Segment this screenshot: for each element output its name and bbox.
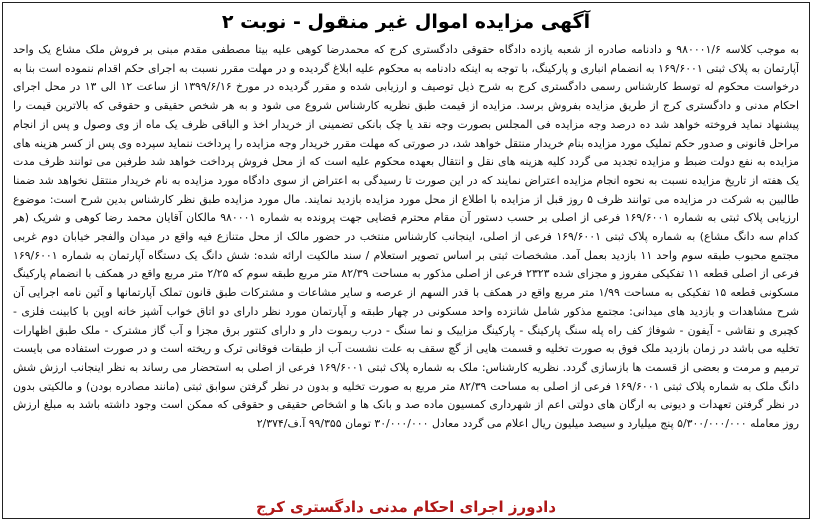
notice-title: آگهی مزایده اموال غیر منقول - نوبت ۲ [221, 11, 591, 33]
notice-body: به موجب کلاسه ۹۸۰۰۰۱/۶ و دادنامه صادره از شعبه یازده دادگاه حقوقی دادگستری کرج که محمدرضا کوهی علیه بیتا مصطفی مقدم مبنی بر فروش ملک مشاع یک واحد آپارتمان به پلاک ثبتی ۱۶۹/۶۰۰۱ به انضمام انباری و پارکینگ، با توجه به اینکه دادنامه به محکوم علیه ابلاغ گردیده و در مهلت مقرر نسبت به اجرای حکم اقدام ننموده است بنا به درخواست محکوم له توسط کارشناس رسمی دادگستری کرج به شرح ذیل توصیف و ارزیابی شده و مقرر گردیده در مورخ ۱۳۹۹/۶/۱۶ از ساعت ۱۲ الی ۱۳ در محل اجرای احکام مدنی و دادگستری کرج از طریق مزایده بفروش برسد. مزایده از قیمت طبق نظریه کارشناس شروع می شود و به هر شخص حقیقی و حقوقی که بالاترین قیمت را پیشنهاد نماید فروخته خواهد شد ده درصد وجه مزایده فی المجلس بصورت وجه نقد یا چک بانکی تضمینی از خریدار اخذ و الباقی ظرف یک ماه از وی وصول و پس از انجام مراحل قانونی و صدور حکم تملیک مورد مزایده بنام خریدار منتقل خواهد شد، در صورتی که مهلت مقرر خریدار وجه مزایده را پرداخت ننماید سپرده وی پس از کسر هزینه های مزایده به نفع دولت ضبط و مزایده تجدید می گردد کلیه هزینه های نقل و انتقال بعهده محکوم علیه است که از محل فروش پرداخت خواهد شد طرفین می توانند ظرف مدت یک هفته از تاریخ مزایده نسبت به نحوه انجام مزایده اعتراض نمایند که در این صورت تا رسیدگی به اعتراض از سوی دادگاه مورد مزایده به نام خریدار منتقل نخواهد شد ضمنا طالبین به شرکت در مزایده می توانند ظرف ۵ روز قبل از مزایده با اطلاع از محل مورد مزایده بازدید نمایند. مال مورد مزایده طبق نظر کارشناس بدین شرح است: موضوع ارزیابی پلاک ثبتی به شماره ۱۶۹/۶۰۰۱ فرعی از اصلی بر حسب دستور آن مقام محترم قضایی جهت پرونده به شماره ۹۸۰۰۰۱ مالکان آقایان محمد رضا کوهی و شریک (هر کدام سه دانگ مشاع) به شماره پلاک ثبتی ۱۶۹/۶۰۰۱ فرعی از اصلی، اینجانب کارشناس منتخب در حضور مالک از محل متنازع فیه واقع در میدان والفجر خیابان دوم غربی مجتمع محبوب طبقه سوم واحد ۱۱ بازدید بعمل آمد. مشخصات ثبتی بر اساس تصویر استعلام / سند مالکیت ارائه شده: شش دانگ یک دستگاه آپارتمان به شماره ۱۶۹/۶۰۰۱ فرعی از اصلی قطعه ۱۱ تفکیکی مفروز و مجزای شده ۲۳۲۳ فرعی از اصلی مذکور به مساحت ۸۲/۳۹ متر مربع طبقه سوم که ۲/۲۵ متر مربع واقع در همکف با انضمام پارکینگ مسکونی قطعه ۱۵ تفکیکی به مساحت ۱/۹۹ متر مربع واقع در همکف با قدر السهم از عرصه و سایر مشاعات و مشترکات طبق قانون تملک آپارتمانها و آئین نامه اجرایی آن شرح مشاهدات و بازدید های میدانی: مجتمع مذکور شامل شانزده واحد مسکونی در چهار طبقه و آپارتمان مورد نظر دارای دو اتاق خواب آشپز خانه اوپن با کابینت فلزی - کچبری و نقاشی - آیفون - شوفاژ کف راه پله سنگ پارکینگ - پارکینگ مزاییک و نما سنگ - درب ربموت دار و دارای کنتور برق مجزا و آب گاز مشترک - ملک طبق اظهارات تخلیه می باشد در زمان بازدید ملک فوق به صورت تخلیه و قسمت هایی از گچ سقف به علت نشست آب از طبقات فوقانی ترک و ریخته است و در صورت استفاده می بایست ترمیم و مرمت و بعضی از قسمت ها بازسازی گردد. نظریه کارشناس: ملک به شماره پلاک ثبتی ۱۶۹/۶۰۰۱ فرعی از اصلی به استحضار می رساند به نظر اینجانب ارزش شش دانگ ملک به شماره پلاک ثبتی ۱۶۹/۶۰۰۱ فرعی از اصلی به مساحت ۸۲/۳۹ متر مربع به صورت تخلیه و بدون در نظر گرفتن سوابق ثبتی (مانند مصادره بودن) و مالکیتی بدون در نظر گرفتن تعهدات و دیونی به ارگان های دولتی اعم از شهرداری کمسیون ماده صد و بانک ها و اشخاص حقیقی و حقوقی که ممکن است وجود داشته باشد به مبلغ ارزش روز معامله ۵/۳۰۰/۰۰۰/۰۰۰ پنج میلیارد و سیصد میلیون ریال اعلام می گردد معادل ۳۰/۰۰۰/۰۰۰ تومان ۹۹/۳۵۵ آ.ف/۲/۳۷۴ [13, 43, 799, 431]
notice-frame [2, 2, 810, 519]
notice-signature: دادورز اجرای احکام مدنی دادگستری کرج [255, 498, 557, 516]
